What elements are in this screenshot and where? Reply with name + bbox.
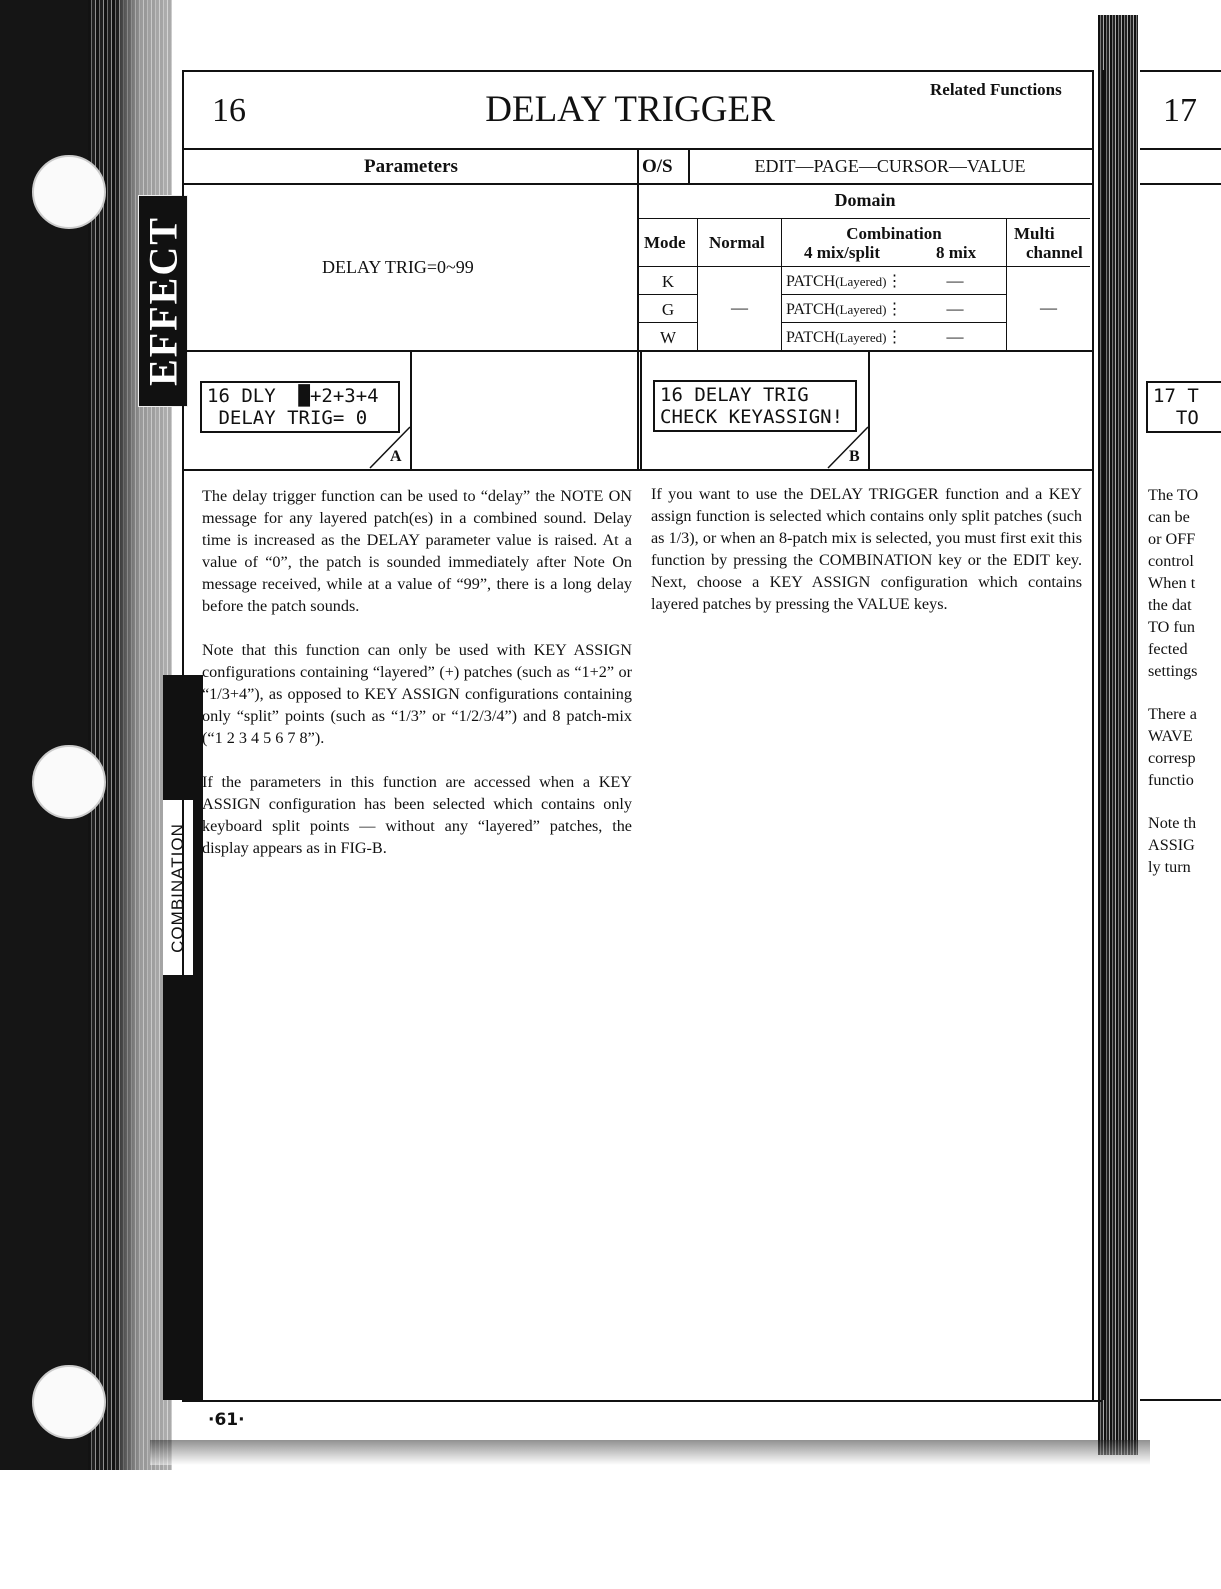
next-page-line: or OFF bbox=[1148, 530, 1196, 548]
next-page-line: When t bbox=[1148, 574, 1196, 592]
body-left-column bbox=[202, 485, 632, 881]
domain-col-multi: Multi bbox=[1014, 224, 1055, 243]
domain-header-rule bbox=[638, 218, 1090, 219]
domain-col-mode: Mode bbox=[644, 233, 686, 252]
next-page-bottom-rule bbox=[1140, 1399, 1221, 1401]
figures-bottom-rule bbox=[182, 469, 1092, 471]
next-page-line: the dat bbox=[1148, 596, 1192, 614]
page-bottom-shadow bbox=[150, 1440, 1150, 1465]
domain-row-patch: PATCH(Layered)⋮ bbox=[786, 329, 903, 346]
next-page-param-rule bbox=[1140, 183, 1221, 185]
parameters-header: Parameters bbox=[364, 156, 458, 177]
domain-row-patch: PATCH(Layered)⋮ bbox=[786, 273, 903, 290]
lcd-a-line-2: DELAY TRIG= 0 bbox=[207, 407, 368, 429]
domain-row-8mix: — bbox=[946, 271, 964, 290]
related-functions-label: Related Functions bbox=[930, 80, 1062, 99]
next-page-line: ly turn bbox=[1148, 858, 1191, 876]
next-page-line: functio bbox=[1148, 771, 1194, 789]
domain-col-combination-8mix: 8 mix bbox=[936, 243, 977, 262]
domain-normal-value: — bbox=[731, 298, 748, 317]
lcd-b-line-2: CHECK KEYASSIGN! bbox=[660, 406, 844, 428]
next-page-line: corresp bbox=[1148, 749, 1196, 767]
next-page-line: can be bbox=[1148, 508, 1190, 526]
function-frame-edge bbox=[1090, 70, 1104, 1400]
domain-multi-value: — bbox=[1040, 298, 1057, 317]
body-paragraph: Note that this function can only be used with KEY ASSIGN configurations containing “layered” (+) patches (such as “1+2” or “1/3+4”), as opposed to KEY ASSIGN configurations containing only “split” points (such as “1/3” or “1/2/3/4”) and 8 patch-mix (“1 2 3 4 5 6 7 8”). bbox=[202, 641, 632, 747]
domain-row-rule bbox=[782, 294, 1006, 295]
domain-col-combination: Combination bbox=[846, 224, 942, 243]
combination-tab-label: COMBINATION bbox=[168, 822, 187, 953]
binder-hole bbox=[32, 155, 106, 229]
parameter-range: DELAY TRIG=0~99 bbox=[322, 257, 474, 277]
next-page-line: WAVE bbox=[1148, 727, 1193, 745]
params-bottom-rule bbox=[182, 350, 1092, 352]
binder-hole bbox=[32, 745, 106, 819]
next-page-line: fected bbox=[1148, 640, 1188, 658]
next-page-gap bbox=[1148, 791, 1198, 812]
domain-header: Domain bbox=[834, 190, 896, 210]
lcd-a-line-1: 16 DLY █+2+3+4 bbox=[207, 385, 379, 407]
page-number: ·61· bbox=[208, 1410, 245, 1430]
body-right-column bbox=[651, 483, 1082, 637]
domain-col-combination-4mix: 4 mix/split bbox=[804, 243, 881, 262]
domain-row-8mix: — bbox=[946, 327, 964, 346]
domain-row-mode: W bbox=[659, 328, 677, 347]
next-page-top-rule bbox=[1140, 70, 1221, 72]
binder-hole bbox=[32, 1365, 106, 1439]
figure-b-corner bbox=[826, 425, 870, 470]
body-paragraph: If you want to use the DELAY TRIGGER function and a KEY assign function is selected which contains only split patches (such as 1/3), or when an 8-patch mix is selected, you must first exit this function by pressing the COMBINATION key or the EDIT key. Next, choose a KEY ASSIGN configuration which contains layered patches by pressing the VALUE keys. bbox=[651, 485, 1082, 613]
next-page-line: The TO bbox=[1148, 486, 1199, 504]
effect-tab-label: EFFECT bbox=[140, 216, 186, 386]
figures-divider bbox=[640, 350, 642, 470]
next-page-lcd bbox=[1146, 381, 1221, 433]
domain-row-rule bbox=[638, 294, 698, 295]
lcd-b-line-1: 16 DELAY TRIG bbox=[660, 384, 809, 406]
next-page-text bbox=[1148, 484, 1198, 878]
next-lcd-line-1: 17 T bbox=[1153, 385, 1199, 407]
next-page-line: settings bbox=[1148, 662, 1198, 680]
footer-rule bbox=[182, 1400, 1102, 1402]
access-path: EDIT—PAGE—CURSOR—VALUE bbox=[754, 156, 1026, 176]
page-title: DELAY TRIGGER bbox=[485, 89, 775, 130]
os-label: O/S bbox=[642, 156, 673, 177]
next-page-gap bbox=[1148, 682, 1198, 703]
figure-a-label: A bbox=[390, 448, 402, 465]
next-page-line: control bbox=[1148, 552, 1194, 570]
domain-row-mode: K bbox=[661, 272, 675, 291]
body-paragraph: The delay trigger function can be used to “delay” the NOTE ON message for any layered patch(es) in a combined sound. Delay time is increased as the DELAY parameter value is raised. At a value of “0”, the patch is sounded immediately after Note On message received, while at a value of “99”, there is a long delay before the patch sounds. bbox=[202, 487, 632, 615]
page-stack-edge bbox=[1098, 15, 1138, 1455]
next-page-line: Note th bbox=[1148, 814, 1197, 832]
next-lcd-line-2: TO bbox=[1153, 407, 1199, 429]
domain-row-rule bbox=[638, 322, 698, 323]
domain-row-mode: G bbox=[661, 300, 675, 319]
next-page-header-rule bbox=[1140, 148, 1221, 150]
next-page-fragment bbox=[1140, 70, 1221, 1420]
domain-cols-rule bbox=[638, 266, 1090, 267]
domain-col-multi-sub: channel bbox=[1026, 243, 1083, 262]
next-page-line: ASSIG bbox=[1148, 836, 1195, 854]
function-number: 16 bbox=[212, 92, 246, 129]
figure-b-label: B bbox=[849, 448, 860, 465]
body-paragraph: If the parameters in this function are accessed when a KEY ASSIGN configuration has been selected which contains only keyboard split points — without any “layered” patches, the display appears as in FIG-B. bbox=[202, 773, 632, 857]
domain-col-normal: Normal bbox=[709, 233, 765, 252]
domain-row-8mix: — bbox=[946, 299, 964, 318]
next-page-line: There a bbox=[1148, 705, 1197, 723]
domain-row-patch: PATCH(Layered)⋮ bbox=[786, 301, 903, 318]
domain-col-divider bbox=[1006, 218, 1007, 350]
next-function-number: 17 bbox=[1163, 92, 1197, 129]
domain-row-rule bbox=[782, 322, 1006, 323]
effect-tab bbox=[138, 195, 188, 407]
next-page-line: TO fun bbox=[1148, 618, 1195, 636]
